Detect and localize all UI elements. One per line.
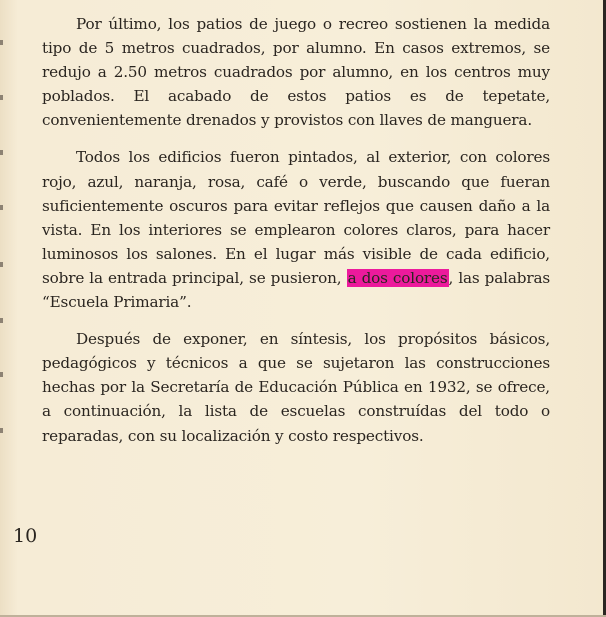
binding-edge	[0, 0, 4, 617]
highlighted-phrase[interactable]: a dos colores	[347, 268, 448, 287]
body-text	[42, 12, 550, 461]
paragraph-paint-colors-after: , las palabras “Escuela Primaria”.	[42, 268, 550, 312]
paragraph-paint-colors	[42, 145, 550, 314]
paragraph-playgrounds: Por último, los patios de juego o recreo sostienen la medida tipo de 5 metros cuadrados, por alumno. En casos extremos, se redujo a 2.50 metros cuadrados por alumno, en los centros muy poblados. El acabado de estos patios es de tepetate, convenientemente drenados y provistos con llaves de manguera.	[42, 15, 550, 130]
page-number: 10	[13, 525, 38, 547]
paragraph-school-list-intro: Después de exponer, en síntesis, los propósitos básicos, pedagógicos y técnicos a que se sujetaron las construcciones hechas por la Secretaría de Educación Pública en 1932, se ofrece, a continuación, la lista de escuelas construídas del todo o reparadas, con su localización y costo respectivos.	[42, 330, 550, 445]
paragraph-paint-colors-before: Todos los edificios fueron pintados, al exterior, con colores rojo, azul, naranja, rosa, café o verde, buscando que fueran suficientemente oscuros para evitar reflejos que causen daño a la vista. En los interiores se emplearon colores claros, para hacer luminosos los salones. En el lugar más visible de cada edificio, sobre la entrada principal, se pusieron,	[42, 148, 550, 287]
